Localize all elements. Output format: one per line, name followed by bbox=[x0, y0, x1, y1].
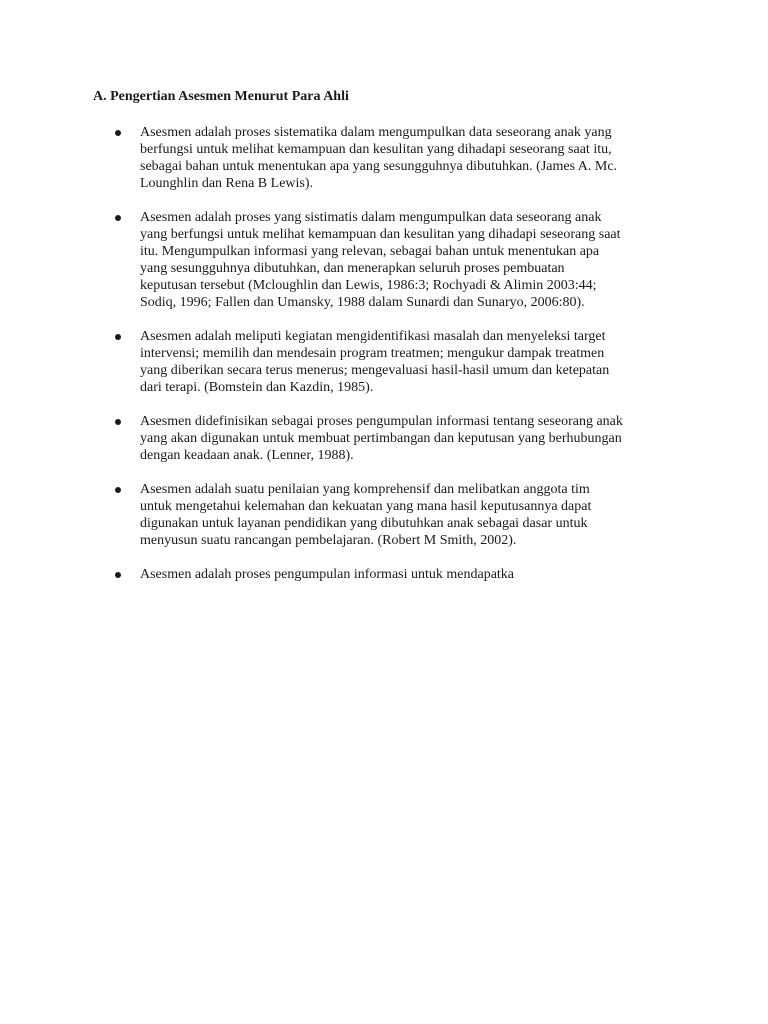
list-item-text bbox=[140, 413, 685, 464]
bullet-icon bbox=[115, 334, 121, 340]
list-item-text bbox=[140, 209, 685, 311]
text-line: dari terapi. (Bomstein dan Kazdin, 1985). bbox=[140, 380, 374, 395]
list-item-text bbox=[140, 481, 685, 549]
text-line: yang akan digunakan untuk membuat pertimbangan dan keputusan yang berhubungan bbox=[140, 431, 622, 446]
bullet-icon bbox=[115, 487, 121, 493]
text-line: Asesmen adalah proses sistematika dalam mengumpulkan data seseorang anak yang bbox=[140, 125, 612, 140]
list-item bbox=[0, 566, 768, 583]
list-item-text bbox=[140, 566, 685, 583]
text-line: keputusan tersebut (Mcloughlin dan Lewis, 1986:3; Rochyadi & Alimin 2003:44; bbox=[140, 278, 597, 293]
definition-list bbox=[0, 124, 768, 600]
text-line: Asesmen adalah meliputi kegiatan mengidentifikasi masalah dan menyeleksi target bbox=[140, 329, 606, 344]
text-line: menyusun suatu rancangan pembelajaran. (Robert M Smith, 2002). bbox=[140, 533, 517, 548]
list-item bbox=[0, 328, 768, 396]
list-item bbox=[0, 413, 768, 464]
text-line: yang sesungguhnya dibutuhkan, dan menerapkan seluruh proses pembuatan bbox=[140, 261, 565, 276]
text-line: Sodiq, 1996; Fallen dan Umansky, 1988 dalam Sunardi dan Sunaryo, 2006:80). bbox=[140, 295, 585, 310]
text-line: sebagai bahan untuk menentukan apa yang sesungguhnya dibutuhkan. (James A. Mc. bbox=[140, 159, 618, 174]
list-item bbox=[0, 124, 768, 192]
text-line: intervensi; memilih dan mendesain program treatmen; mengukur dampak treatmen bbox=[140, 346, 605, 361]
list-item-text bbox=[140, 328, 685, 396]
section-heading: A. Pengertian Asesmen Menurut Para Ahli bbox=[93, 89, 349, 104]
list-item bbox=[0, 481, 768, 549]
text-line: untuk mengetahui kelemahan dan kekuatan yang mana hasil keputusannya dapat bbox=[140, 499, 592, 514]
text-line: yang berfungsi untuk melihat kemampuan dan kesulitan yang dihadapi seseorang saat bbox=[140, 227, 621, 242]
list-item bbox=[0, 209, 768, 311]
text-line: dengan keadaan anak. (Lenner, 1988). bbox=[140, 448, 354, 463]
text-line: digunakan untuk layanan pendidikan yang dibutuhkan anak sebagai dasar untuk bbox=[140, 516, 588, 531]
text-line: berfungsi untuk melihat kemampuan dan kesulitan yang dihadapi seseorang saat itu, bbox=[140, 142, 612, 157]
bullet-icon bbox=[115, 572, 121, 578]
bullet-icon bbox=[115, 419, 121, 425]
list-item-text bbox=[140, 124, 685, 192]
text-line: yang diberikan secara terus menerus; mengevaluasi hasil-hasil umum dan ketepatan bbox=[140, 363, 610, 378]
bullet-icon bbox=[115, 215, 121, 221]
text-line: Asesmen adalah proses pengumpulan informasi untuk mendapatka bbox=[140, 567, 515, 582]
text-line: Lounghlin dan Rena B Lewis). bbox=[140, 176, 314, 191]
bullet-icon bbox=[115, 130, 121, 136]
text-line: itu. Mengumpulkan informasi yang relevan, sebagai bahan untuk menentukan apa bbox=[140, 244, 600, 259]
text-line: Asesmen adalah proses yang sistimatis dalam mengumpulkan data seseorang anak bbox=[140, 210, 602, 225]
text-line: Asesmen adalah suatu penilaian yang komprehensif dan melibatkan anggota tim bbox=[140, 482, 590, 497]
text-line: Asesmen didefinisikan sebagai proses pengumpulan informasi tentang seseorang anak bbox=[140, 414, 623, 429]
